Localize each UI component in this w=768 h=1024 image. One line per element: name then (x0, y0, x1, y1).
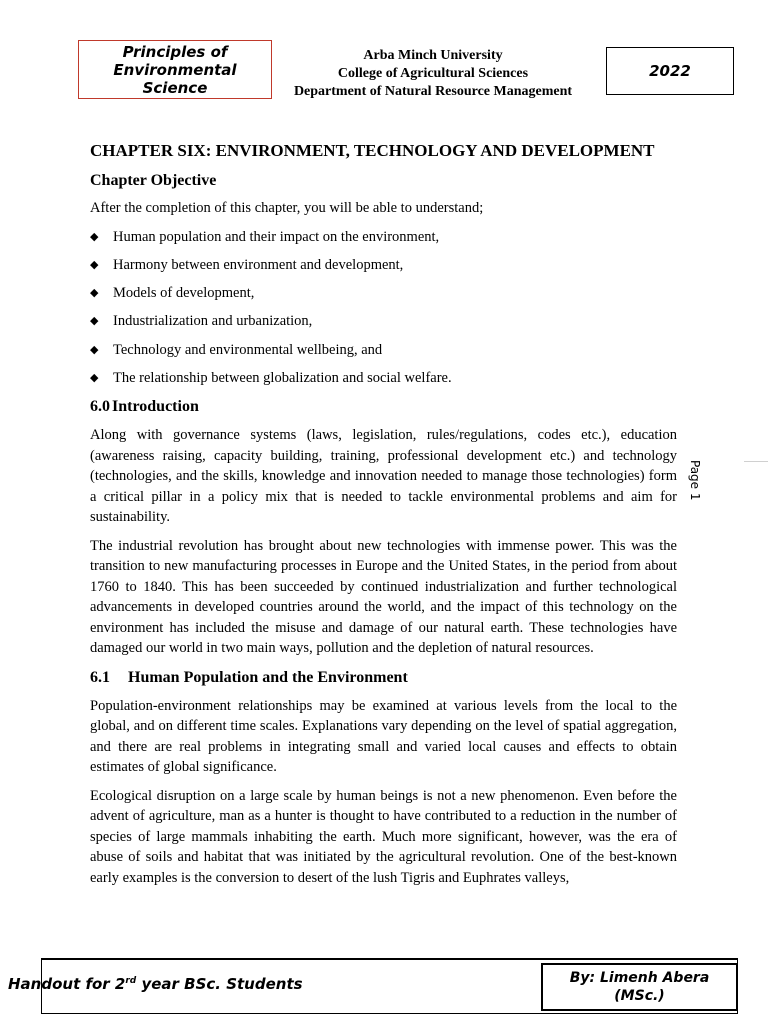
paragraph: Population-environment relationships may be examined at various levels from the local to the global, and on different time scales. Explanations vary depending on the level of spatial aggregation, and there are real problems in integrating small and varied local causes and effects to obtain estimates of global significance. (90, 697, 677, 776)
section-title: Introduction (112, 398, 199, 416)
diamond-bullet-icon: ◆ (90, 315, 99, 328)
course-title-box (78, 40, 272, 99)
list-item (90, 227, 677, 248)
diamond-bullet-icon: ◆ (90, 371, 99, 384)
diamond-bullet-icon: ◆ (90, 258, 99, 271)
chapter-title: CHAPTER SIX: ENVIRONMENT, TECHNOLOGY AND DEVELOPMENT (90, 141, 655, 160)
page-margin-rule (744, 461, 768, 462)
course-title-line-2: Environmental (113, 60, 237, 79)
section-number: 6.0 (90, 398, 110, 416)
list-item (90, 340, 677, 361)
university-name: Arba Minch University (363, 48, 503, 63)
course-title-line-1: Principles of (122, 42, 228, 61)
list-item-text: Human population and their impact on the environment, (113, 228, 440, 245)
section-heading-population (90, 667, 677, 689)
year-box (606, 47, 734, 95)
handout-label (8, 975, 303, 993)
list-item-text: The relationship between globalization and social welfare. (113, 369, 452, 386)
objective-list (90, 227, 677, 389)
institution-header (278, 47, 588, 101)
list-item-text: Industrialization and urbanization, (113, 313, 313, 330)
handout-suffix: year BSc. Students (136, 975, 303, 993)
diamond-bullet-icon: ◆ (90, 287, 99, 300)
list-item (90, 368, 677, 389)
college-name: College of Agricultural Sciences (337, 66, 529, 81)
page-number: Page 1 (688, 460, 702, 501)
section-title: Human Population and the Environment (128, 668, 408, 686)
list-item (90, 255, 677, 276)
author-box (541, 963, 738, 1011)
diamond-bullet-icon: ◆ (90, 343, 99, 356)
list-item-text: Technology and environmental wellbeing, and (113, 341, 383, 358)
document-body (90, 140, 677, 896)
handout-ordinal: rd (125, 976, 137, 986)
section-number: 6.1 (90, 668, 110, 686)
section-heading-introduction (90, 396, 677, 418)
objective-heading: Chapter Objective (90, 172, 217, 189)
year-label: 2022 (649, 62, 691, 80)
paragraph: Along with governance systems (laws, legislation, rules/regulations, codes etc.), education (awareness raising, capacity building, training, professional development etc.) and technology (technologies, and the skills, knowledge and innovation needed to manage those technologies) form a critical pillar in a policy mix that is needed to tackle environmental problems and aim for sustainability. (90, 427, 677, 526)
list-item (90, 311, 677, 332)
paragraph: The industrial revolution has brought about new technologies with immense power. This was the transition to new manufacturing processes in Europe and the United States, in the period from about 1760 to 1840. This has been succeeded by continued industrialization and further technological advancements in developed countries around the world, and the impact of this technology on the environment has included the misuse and damage of our natural earth. These technologies have damaged our world in two main ways, pollution and the depletion of natural resources. (90, 537, 677, 657)
list-item-text: Models of development, (113, 285, 255, 302)
objective-intro: After the completion of this chapter, you will be able to understand; (90, 200, 484, 216)
author-degree: (MSc.) (614, 988, 665, 1004)
list-item (90, 283, 677, 304)
handout-prefix: Handout for 2 (8, 975, 126, 993)
list-item-text: Harmony between environment and development, (113, 256, 404, 273)
author-name: By: Limenh Abera (569, 970, 710, 986)
course-title-line-3: Science (142, 78, 208, 97)
diamond-bullet-icon: ◆ (90, 230, 99, 243)
department-name: Department of Natural Resource Management (293, 84, 573, 99)
paragraph: Ecological disruption on a large scale by human beings is not a new phenomenon. Even before the advent of agriculture, man as a hunter is thought to have contributed to a reduction in the number of species of large mammals inhabiting the earth. Much more significant, however, was the era of abuse of soils and habitat that was initiated by the agricultural revolution. One of the best-known early examples is the conversion to desert of the lush Tigris and Euphrates valleys, (90, 787, 677, 886)
